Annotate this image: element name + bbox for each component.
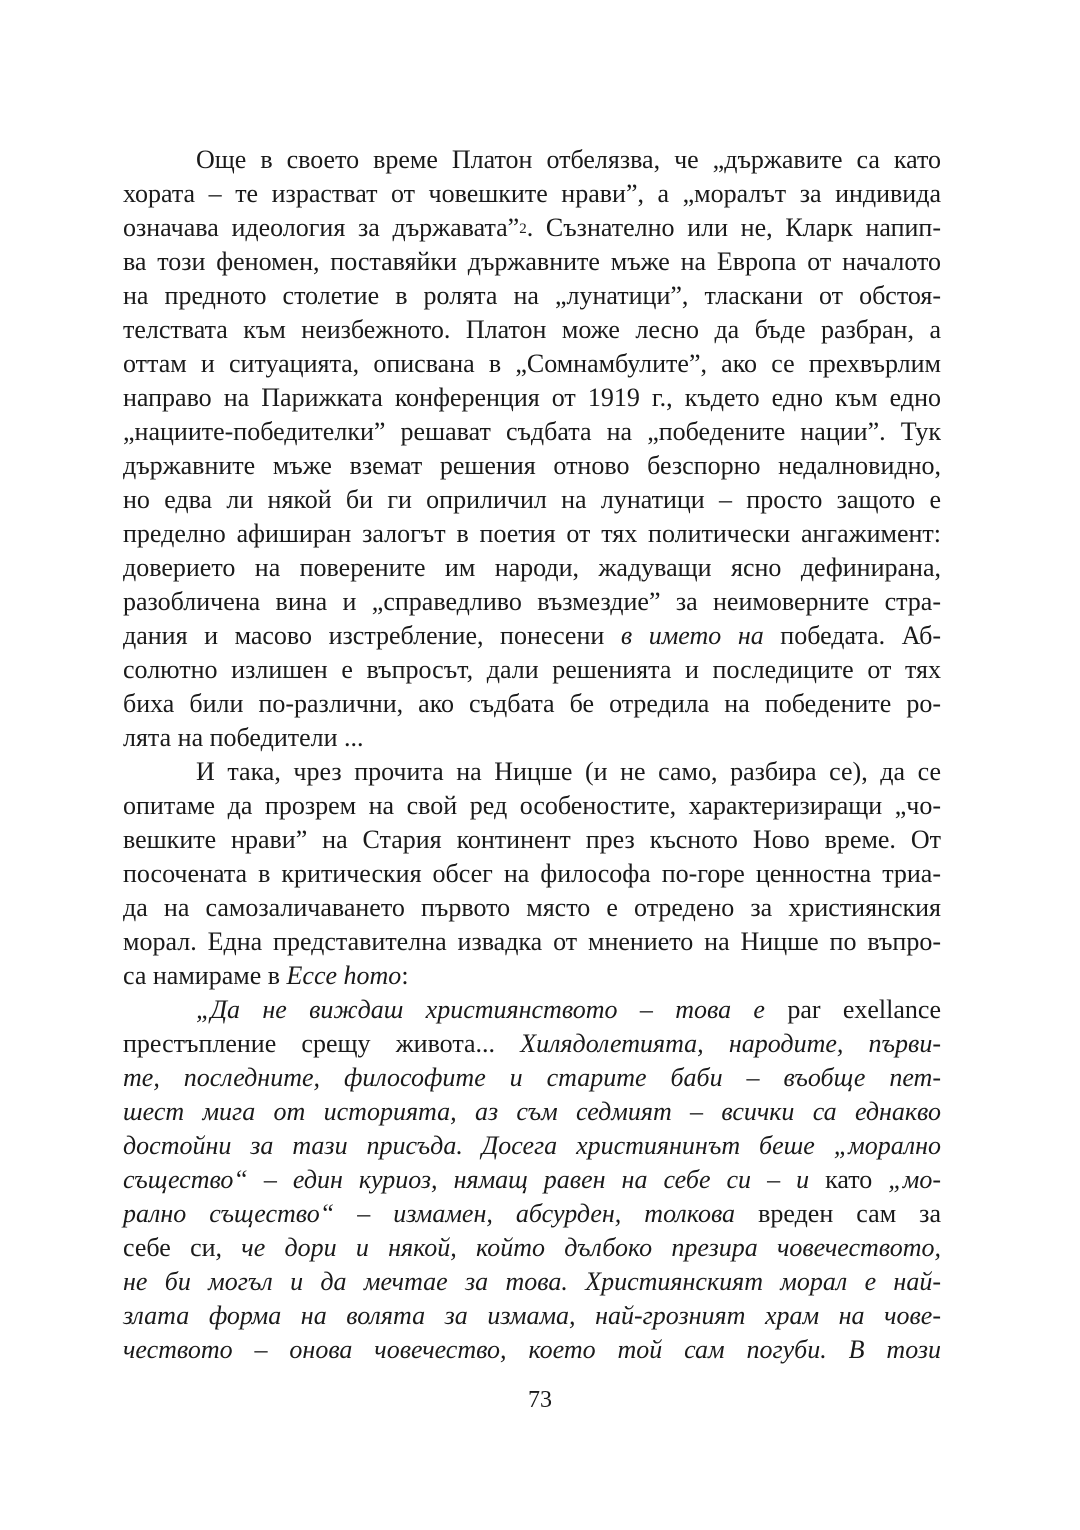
text-fragment: себе си [123, 1233, 216, 1262]
quote-fragment: Хилядолетията, народите, първи- [520, 1029, 941, 1058]
text-fragment: par exellance [787, 995, 941, 1024]
text-line: държавните мъже вземат решения отново безспорно недалновидно, [123, 451, 941, 480]
footnote-marker: 2 [519, 221, 527, 237]
text-fragment: : [401, 961, 409, 990]
text-fragment: . Съзнателно или не, Кларк напип- [526, 213, 941, 242]
quote-fragment: същество“ – един куриоз, нямащ равен на себе си – и [123, 1165, 826, 1194]
quote-fragment: рално същество“ – измамен, абсурден, толкова [123, 1199, 759, 1228]
text-line: „нациите-победителки” решават съдбата на „победените нации”. Тук [123, 417, 941, 446]
book-title: Ecce homo [286, 961, 402, 990]
quote-line [123, 1197, 941, 1231]
quote-line: достойни за тази присъда. Досега християнинът беше „морално [123, 1131, 941, 1160]
text-line: вешките нрави” на Стария континент през късното Ново време. От [123, 825, 941, 854]
text-fragment: победата. Аб- [763, 621, 942, 650]
quote-fragment: „мо- [872, 1165, 941, 1194]
text-fragment: вреден сам за [758, 1199, 941, 1228]
quote-line: злата форма на волята за измама, най-грозният храм на чове- [123, 1301, 941, 1330]
text-line: хората – те израстват от човешките нрави”, а „моралът за индивида [123, 179, 941, 208]
text-line: Още в своето време Платон отбелязва, че „държавите са като [196, 145, 941, 174]
text-fragment: са намираме в [123, 961, 287, 990]
italic-phrase: в името на [620, 621, 764, 650]
page-number: 73 [528, 1387, 552, 1413]
text-line: морал. Една представителна извадка от мнението на Ницше по въпро- [123, 927, 941, 956]
text-line: но едва ли някой би ги оприличил на лунатици – просто защото е [123, 485, 941, 514]
quote-fragment: „Да не виждаш християнството – това е [196, 995, 788, 1024]
quote-line [123, 1163, 941, 1197]
text-line: солютно излишен е въпросът, дали решенията и последиците от тях [123, 655, 941, 684]
text-line [123, 211, 941, 245]
text-line: посочената в критическия обсег на философа по-горе ценностна триа- [123, 859, 941, 888]
quote-line [123, 1231, 941, 1265]
text-line: И така, чрез прочита на Ницше (и не само, разбира се), да се [196, 757, 941, 786]
text-line: лята на победители ... [123, 723, 364, 752]
quote-line: чеството – онова човечество, което той сам погуби. В този [123, 1335, 941, 1364]
quote-line: те, последните, философите и старите баби – въобще пет- [123, 1063, 941, 1092]
quote-line: шест мига от историята, аз съм седмият – всички са еднакво [123, 1097, 941, 1126]
text-line [123, 619, 941, 653]
text-line: доверието на поверените им народи, жадуващи ясно дефинирана, [123, 553, 941, 582]
text-line: разобличена вина и „справедливо възмездие” за неимоверните стра- [123, 587, 941, 616]
text-fragment: като [825, 1165, 873, 1194]
text-fragment: дания и масово изстребление, понесени [123, 621, 621, 650]
quote-line [123, 993, 941, 1027]
text-line: на предното столетие в ролята на „лунатици”, тласкани от обстоя- [123, 281, 941, 310]
text-line: пределно афиширан залогът в поетия от тях политически ангажимент: [123, 519, 941, 548]
quote-line: не би могъл и да мечтае за това. Християнският морал е най- [123, 1267, 941, 1296]
text-line: телствата към неизбежното. Платон може лесно да бъде разбран, а [123, 315, 941, 344]
page-body-text [123, 143, 941, 1367]
text-line: ва този феномен, поставяйки държавните мъже на Европа от началото [123, 247, 941, 276]
text-line: направо на Парижката конференция от 1919 г., където едно към едно [123, 383, 941, 412]
text-line: биха били по-различни, ако съдбата бе отредила на победените ро- [123, 689, 941, 718]
text-line [123, 959, 941, 993]
text-fragment: означава идеология за държавата” [123, 213, 520, 242]
text-line: опитаме да прозрем на свой ред особеностите, характеризиращи „чо- [123, 791, 941, 820]
text-line: оттам и ситуацията, описвана в „Сомнамбулите”, ако се прехвърлим [123, 349, 941, 378]
text-line: да на самозаличаването първото място е отредено за християнския [123, 893, 941, 922]
quote-line [123, 1027, 941, 1061]
text-fragment: престъпление срещу живота... [123, 1029, 521, 1058]
quote-fragment: , че дори и някой, който дълбоко презира човечеството, [215, 1233, 941, 1262]
